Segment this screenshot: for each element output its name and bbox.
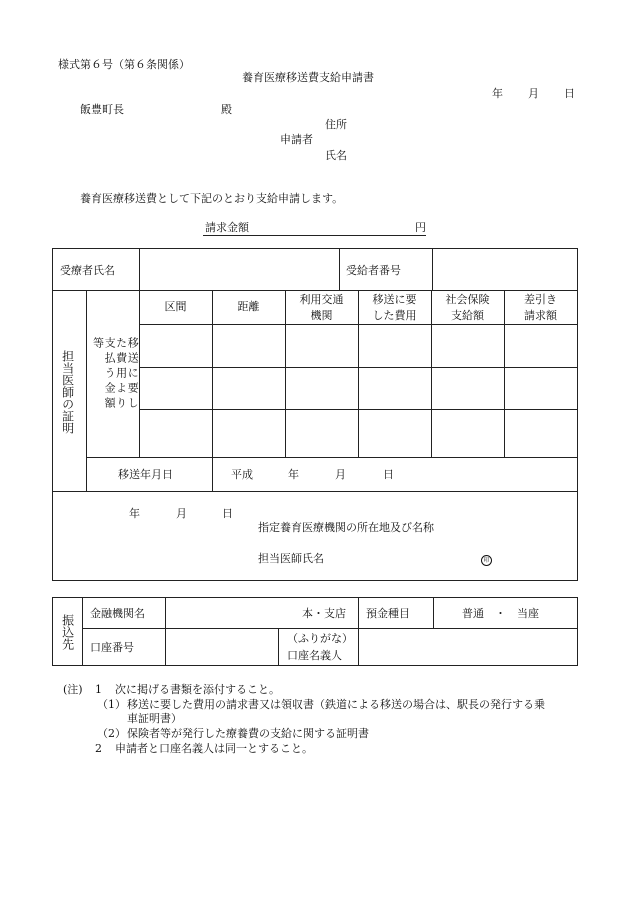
account-number-label: 口座番号 (90, 641, 134, 654)
account-holder-field[interactable] (360, 630, 576, 664)
note-1a-line-2: 車証明書） (127, 712, 182, 725)
column-header-transport: 利用交通 機関 (299, 293, 344, 322)
name-label: 氏名 (325, 149, 347, 162)
application-statement: 養育医療移送費として下記のとおり支給申請します。 (80, 192, 344, 205)
notes-prefix: (注) (63, 683, 83, 696)
branch-label: 本・支店 (302, 607, 346, 620)
account-holder-label: 口座名義人 (287, 649, 342, 662)
furigana-label: （ふりがな） (287, 632, 353, 645)
institution-label: 指定養育医療機関の所在地及び名称 (258, 521, 434, 534)
beneficiary-number-field[interactable] (433, 250, 576, 289)
bank-name-label: 金融機関名 (90, 607, 145, 620)
deposit-type-options[interactable]: 普通 ・ 当座 (462, 607, 539, 620)
column-header-section: 区間 (164, 300, 187, 313)
applicant-label: 申請者 (280, 133, 313, 146)
column-header-distance: 距離 (237, 300, 260, 313)
transfer-cost-rows[interactable] (140, 325, 577, 456)
bank-name-field[interactable] (166, 599, 296, 627)
transfer-date-day: 日 (383, 468, 394, 481)
seal-mark: 印 (481, 553, 492, 566)
patient-name-field[interactable] (140, 250, 338, 289)
note-2-number: 2 (95, 742, 102, 755)
address-label: 住所 (325, 118, 347, 131)
addressee: 飯豊町長 (80, 103, 124, 116)
column-header-net-claim: 差引き 請求額 (524, 293, 557, 322)
column-header-transfer-cost: 移送に要 した費用 (372, 293, 417, 322)
note-1a-number: （1） (97, 698, 126, 711)
honorific: 殿 (221, 103, 232, 116)
transfer-date-year: 年 (288, 468, 299, 481)
date-month-label: 月 (528, 87, 539, 100)
cert-date-month: 月 (176, 507, 187, 520)
page-title: 養育医療移送費支給申請書 (242, 71, 374, 84)
note-1-number: 1 (95, 683, 102, 696)
cert-date-day: 日 (222, 507, 233, 520)
note-1b: 保険者等が発行した療養費の支給に関する証明書 (127, 727, 369, 740)
date-year-label: 年 (492, 87, 503, 100)
transfer-date-era: 平成 (231, 468, 253, 481)
payment-detail-label: 移送に要した費用より支払う金額等 (91, 337, 140, 412)
claim-amount-unit: 円 (415, 221, 426, 234)
claim-amount-label: 請求金額 (205, 221, 249, 234)
form-number: 様式第６号（第６条関係） (58, 58, 190, 71)
patient-name-label: 受療者氏名 (60, 264, 115, 277)
transfer-date-label: 移送年月日 (118, 468, 173, 481)
beneficiary-number-label: 受給者番号 (346, 264, 401, 277)
doctor-certification-label: 担当医師の証明 (60, 350, 75, 434)
note-1a-line-1: 移送に要した費用の請求書又は領収書（鉄道による移送の場合は、駅長の発行する乗 (127, 698, 545, 711)
transfer-date-month: 月 (335, 468, 346, 481)
note-1: 次に掲げる書類を添付すること。 (115, 683, 280, 696)
cert-date-year: 年 (129, 507, 140, 520)
note-1b-number: （2） (97, 727, 126, 740)
deposit-type-label: 預金種目 (366, 607, 410, 620)
column-header-insurance-payment: 社会保険 支給額 (445, 293, 490, 322)
claim-amount-underline (203, 235, 426, 236)
account-number-field[interactable] (166, 630, 277, 664)
doctor-name-label: 担当医師氏名 (258, 552, 324, 565)
bank-section-label: 振込先 (60, 614, 75, 650)
date-day-label: 日 (564, 87, 575, 100)
note-2: 申請者と口座名義人は同一とすること。 (115, 742, 313, 755)
